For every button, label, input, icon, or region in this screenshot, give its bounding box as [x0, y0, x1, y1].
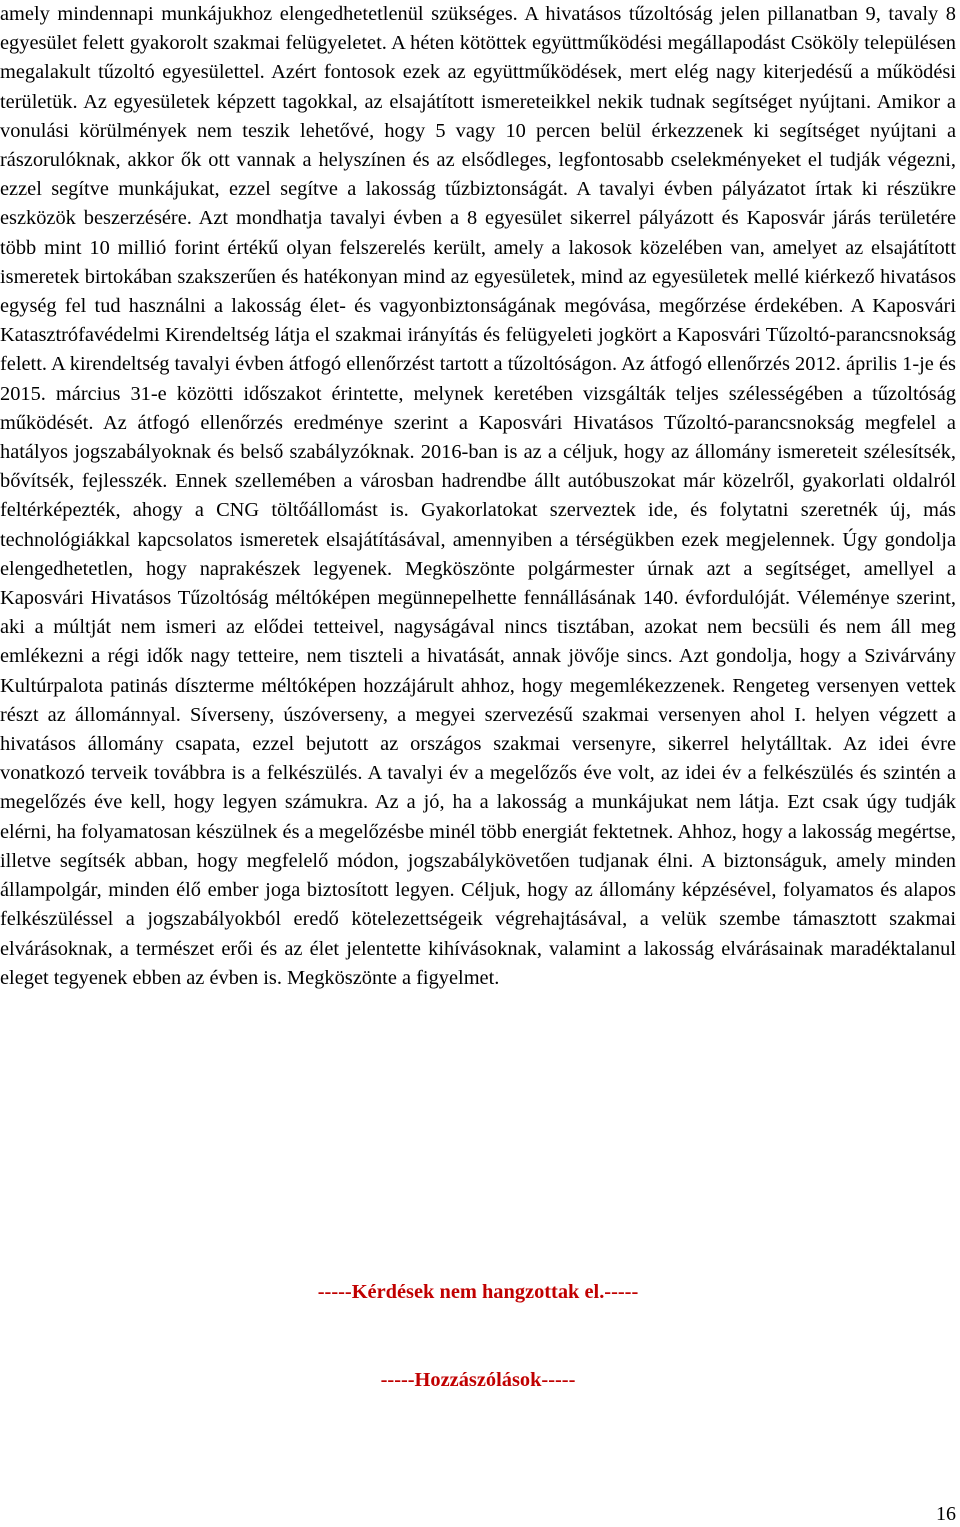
page-number: 16	[936, 1503, 956, 1525]
comments-heading: -----Hozzászólások-----	[380, 1369, 576, 1391]
body-paragraph: amely mindennapi munkájukhoz elengedhetetlenül szükséges. A hivatásos tűzoltóság jelen pillanatban 9, tavaly 8 egyesület felett gyakorolt szakmai felügyeletet. A héten kötöttek együttműködési megállapodást Csököly településen megalakult tűzoltó egyesülettel. Azért fontosok ezek az együttműködések, mert elég nagy kiterjedésű a működési területük. Az egyesületek képzett tagokkal, az elsajátított ismereteikkel nekik tudnak segítséget nyújtani. Amikor a vonulási körülmények nem teszik lehetővé, hogy 5 vagy 10 percen belül érkezzenek ki segítséget nyújtani a rászorulóknak, akkor ők ott vannak a helyszínen és az elsődleges, legfontosabb cselekményeket el tudják végezni, ezzel segítve munkájukat, ezzel segítve a lakosság tűzbiztonságát. A tavalyi évben pályázatot írtak ki részükre eszközök beszerzésére. Azt mondhatja tavalyi évben a 8 egyesület sikerrel pályázott és Kaposvár járás területére több mint 10 millió forint értékű olyan felszerelés került, amely a lakosok közelében van, amelyet az elsajátított ismeretek birtokában szakszerűen és hatékonyan mind az egyesületek, mind az egyesületek mellé kiérkező hivatásos egység fel tud használni a lakosság élet- és vagyonbiztonságának megóvása, megőrzése érdekében. A Kaposvári Katasztrófavédelmi Kirendeltség látja el szakmai irányítás és felügyeleti jogkört a Kaposvári Tűzoltó-parancsnokság felett. A kirendeltség tavalyi évben átfogó ellenőrzést tartott a tűzoltóságon. Az átfogó ellenőrzés 2012. április 1-je és 2015. március 31-e közötti időszakot érintette, melynek keretében vizsgálták teljes szélességében a tűzoltóság működését. Az átfogó ellenőrzés eredménye szerint a Kaposvári Hivatásos Tűzoltó-parancsnokság megfelel a hatályos jogszabályoknak és belső szabályzóknak. 2016-ban is az a céljuk, hogy az állomány ismereteit szélesítsék, bővítsék, fejlesszék. Ennek szellemében a városban hadrendbe állt autóbuszokat már közelről, gyakorlati oldalról feltérképezték, ahogy a CNG töltőállomást is. Gyakorlatokat szerveztek ide, és folytatni szeretnék új, más technológiákkal kapcsolatos ismeretek elsajátításával, amennyiben a térségükben ezek megjelennek. Úgy gondolja elengedhetetlen, hogy naprakészek legyenek. Megköszönte polgármester úrnak azt a segítséget, amellyel a Kaposvári Hivatásos Tűzoltóság méltóképen megünnepelhette fennállásának 140. évfordulóját. Véleménye szerint, aki a múltját nem ismeri az elődei tetteivel, nagyságával nincs tisztában, azokat nem becsüli és nem áll meg emlékezni a régi idők nagy tetteire, nem tiszteli a hivatását, annak jövője sincs. Azt gondolja, hogy a Szivárvány Kultúrpalota patinás díszterme méltóképen hozzájárult ahhoz, hogy megemlékezzenek. Rengeteg versenyen vettek részt az állománnyal. Síverseny, úszóverseny, a megyei szervezésű szakmai versenyen ahol I. helyen végzett a hivatásos állomány csapata, ezzel bejutott az országos szakmai versenyre, sikerrel helytálltak. Az idei évre vonatkozó terveik továbbra is a felkészülés. A tavalyi év a megelőzős éve volt, az idei év a felkészülés és szintén a megelőzés éve kell, hogy legyen számukra. Az a jó, ha a lakosság a munkájukat nem látja. Ezt csak úgy tudják elérni, ha folyamatosan készülnek és a megelőzésbe minél több energiát fektetnek. Ahhoz, hogy a lakosság megértse, illetve segítsék abban, hogy megfelelő módon, jogszabálykövetően tudjanak élni. A biztonságuk, amely minden állampolgár, minden élő ember joga biztosított legyen. Céljuk, hogy az állomány képzésével, folyamatos és alapos felkészüléssel a jogszabályokból eredő kötelezettségeik végrehajtásával, a velük szembe támasztott szakmai elvárásoknak, a természet erői és az élet jelentette kihívásoknak, valamint a lakosság elvárásainak maradéktalanul eleget tegyenek ebben az évben is. Megköszönte a figyelmet.	[0, 3, 956, 989]
questions-heading: -----Kérdések nem hangzottak el.-----	[317, 1281, 639, 1303]
